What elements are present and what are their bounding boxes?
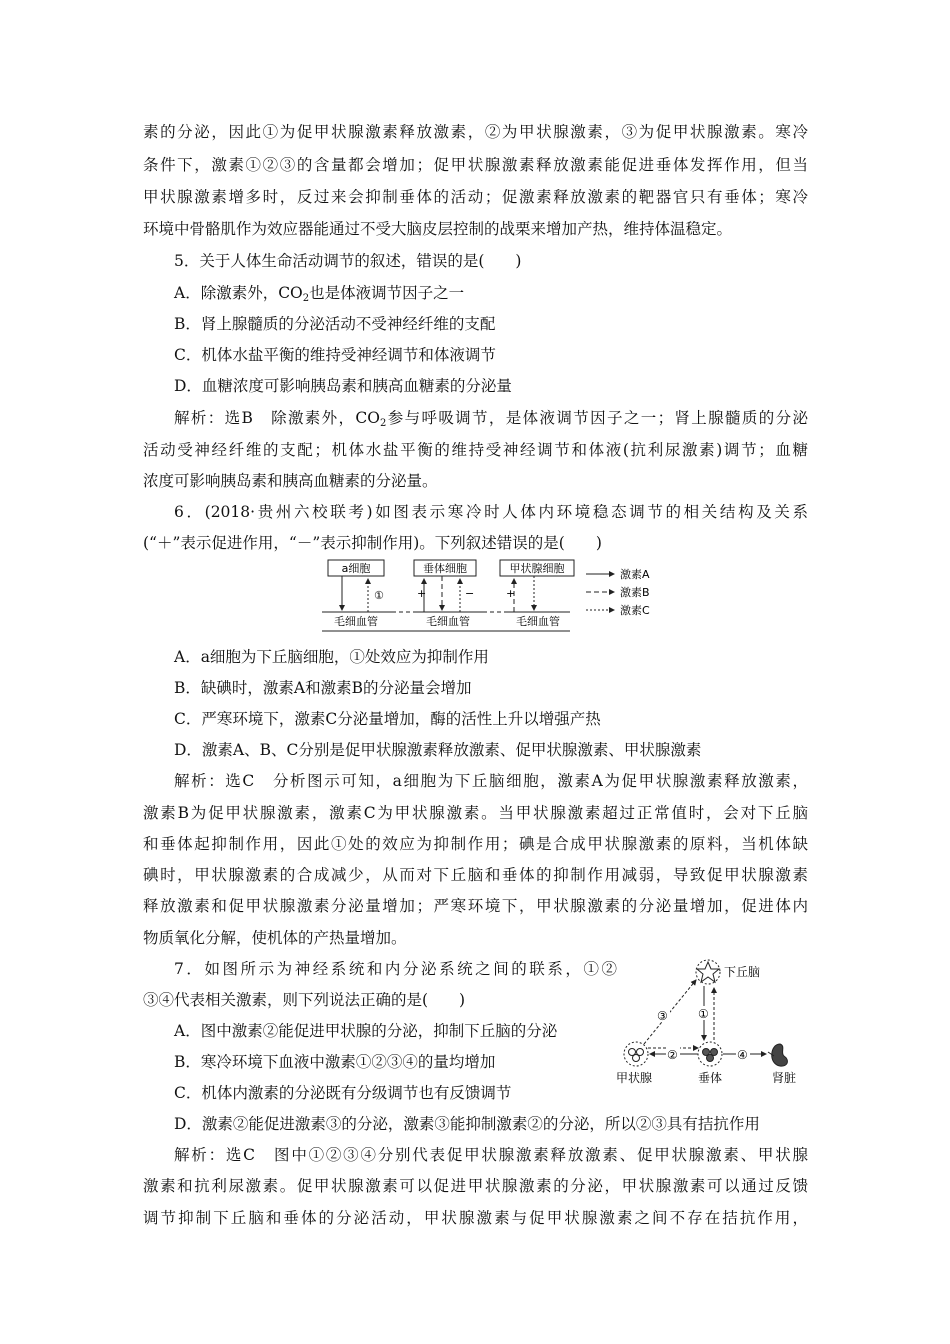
box-a-cell-label: a细胞 xyxy=(341,562,371,575)
text-line: 甲状腺激素增多时，反过来会抑制垂体的活动；促激素释放激素的靶器官只有垂体；寒冷 xyxy=(143,188,808,206)
legend-hormone-a: 激素A xyxy=(620,568,650,581)
question-7-stem: 7．如图所示为神经系统和内分泌系统之间的联系，①② xyxy=(174,960,617,978)
text-line: 激素和抗利尿激素。促甲状腺激素可以促进甲状腺激素的分泌，甲状腺激素可以通过反馈 xyxy=(143,1177,808,1195)
question-7-option-d: D．激素②能促进激素③的分泌，激素③能抑制激素②的分泌，所以②③具有拮抗作用 xyxy=(174,1115,760,1133)
text-line: 调节抑制下丘脑和垂体的分泌活动，甲状腺激素与促甲状腺激素之间不存在拮抗作用， xyxy=(143,1209,808,1227)
text-line: 活动受神经纤维的支配；机体水盐平衡的维持受神经调节和体液(抗利尿激素)调节；血糖 xyxy=(143,441,808,459)
label-circle-1: ① xyxy=(374,589,384,602)
hypothalamus-star-icon xyxy=(697,962,719,982)
label-hormone-1: ① xyxy=(698,1007,709,1021)
question-5-stem: 5．关于人体生命活动调节的叙述，错误的是( ) xyxy=(174,252,522,270)
question-7-stem-2: ③④代表相关激素，则下列说法正确的是( ) xyxy=(143,991,466,1009)
label-minus: − xyxy=(465,587,475,600)
label-pituitary: 垂体 xyxy=(698,1071,723,1085)
label-kidney: 肾脏 xyxy=(772,1071,797,1085)
figure-hormone-regulation xyxy=(318,557,668,637)
question-6-option-a: A．a细胞为下丘脑细胞，①处效应为抑制作用 xyxy=(174,648,489,666)
text-line: 条件下，激素①②③的含量都会增加；促甲状腺激素释放激素能促进垂体发挥作用，但当 xyxy=(143,156,808,174)
label-plus: + xyxy=(417,587,427,600)
question-7-option-b: B．寒冷环境下血液中激素①②③④的量均增加 xyxy=(174,1053,496,1071)
label-hormone-2: ② xyxy=(667,1048,678,1062)
text-line: 环境中骨骼肌作为效应器能通过不受大脑皮层控制的战栗来增加产热，维持体温稳定。 xyxy=(143,220,733,238)
label-hormone-4: ④ xyxy=(737,1048,748,1062)
vessel-label-2: 毛细血管 xyxy=(426,615,470,628)
vessel-label-1: 毛细血管 xyxy=(334,615,378,628)
question-7-option-a: A．图中激素②能促进甲状腺的分泌，抑制下丘脑的分泌 xyxy=(174,1022,558,1040)
text-line: 释放激素和促甲状腺激素分泌量增加；严寒环境下，甲状腺激素的分泌量增加，促进体内 xyxy=(143,897,808,915)
label-plus-2: + xyxy=(506,587,516,600)
question-6-option-c: C．严寒环境下，激素C分泌量增加，酶的活性上升以增强产热 xyxy=(174,710,601,728)
box-pituitary-label: 垂体细胞 xyxy=(423,562,467,575)
question-5-answer: 解析：选B 除激素外，$CO_2$参与呼吸调节，是体液调节因子之一；肾上腺髓质的分泌 xyxy=(174,409,808,429)
figure-endocrine-network xyxy=(612,956,822,1092)
question-7-option-c: C．机体内激素的分泌既有分级调节也有反馈调节 xyxy=(174,1084,512,1102)
question-5-option-a: A．除激素外，$CO_2$也是体液调节因子之一 xyxy=(174,284,465,304)
legend-hormone-c: 激素C xyxy=(620,604,650,617)
text-line: 素的分泌，因此①为促甲状腺激素释放激素，②为甲状腺激素，③为促甲状腺激素。寒冷 xyxy=(143,123,808,141)
question-5-option-b: B．肾上腺髓质的分泌活动不受神经纤维的支配 xyxy=(174,315,496,333)
label-thyroid: 甲状腺 xyxy=(616,1071,653,1085)
box-thyroid-label: 甲状腺细胞 xyxy=(509,562,565,575)
kidney-icon xyxy=(772,1044,788,1066)
text-line: 和垂体起抑制作用，因此①处的效应为抑制作用；碘是合成甲状腺激素的原料，当机体缺 xyxy=(143,835,808,853)
question-6-answer: 解析：选C 分析图示可知，a细胞为下丘脑细胞，激素A为促甲状腺激素释放激素， xyxy=(174,772,808,790)
legend-hormone-b: 激素B xyxy=(620,586,650,599)
question-6-option-b: B．缺碘时，激素A和激素B的分泌量会增加 xyxy=(174,679,472,697)
label-hormone-3: ③ xyxy=(657,1009,668,1023)
text-line: 浓度可影响胰岛素和胰高血糖素的分泌量。 xyxy=(143,472,438,490)
question-5-option-c: C．机体水盐平衡的维持受神经调节和体液调节 xyxy=(174,346,496,364)
vessel-label-3: 毛细血管 xyxy=(516,615,560,628)
question-6-stem-2: (“＋”表示促进作用，“－”表示抑制作用)。下列叙述错误的是( ) xyxy=(143,534,602,552)
question-6-stem: 6．(2018·贵州六校联考)如图表示寒冷时人体内环境稳态调节的相关结构及关系 xyxy=(174,503,808,521)
question-7-answer: 解析：选C 图中①②③④分别代表促甲状腺激素释放激素、促甲状腺激素、甲状腺 xyxy=(174,1146,808,1164)
question-5-option-d: D．血糖浓度可影响胰岛素和胰高血糖素的分泌量 xyxy=(174,377,512,395)
label-hypothalamus: 下丘脑 xyxy=(724,965,761,979)
text-line: 物质氧化分解，使机体的产热量增加。 xyxy=(143,929,407,947)
question-6-option-d: D．激素A、B、C分别是促甲状腺激素释放激素、促甲状腺激素、甲状腺激素 xyxy=(174,741,702,759)
text-line: 激素B为促甲状腺激素，激素C为甲状腺激素。当甲状腺激素超过正常值时，会对下丘脑 xyxy=(143,804,808,822)
text-line: 碘时，甲状腺激素的合成减少，从而对下丘脑和垂体的抑制作用减弱，导致促甲状腺激素 xyxy=(143,866,808,884)
